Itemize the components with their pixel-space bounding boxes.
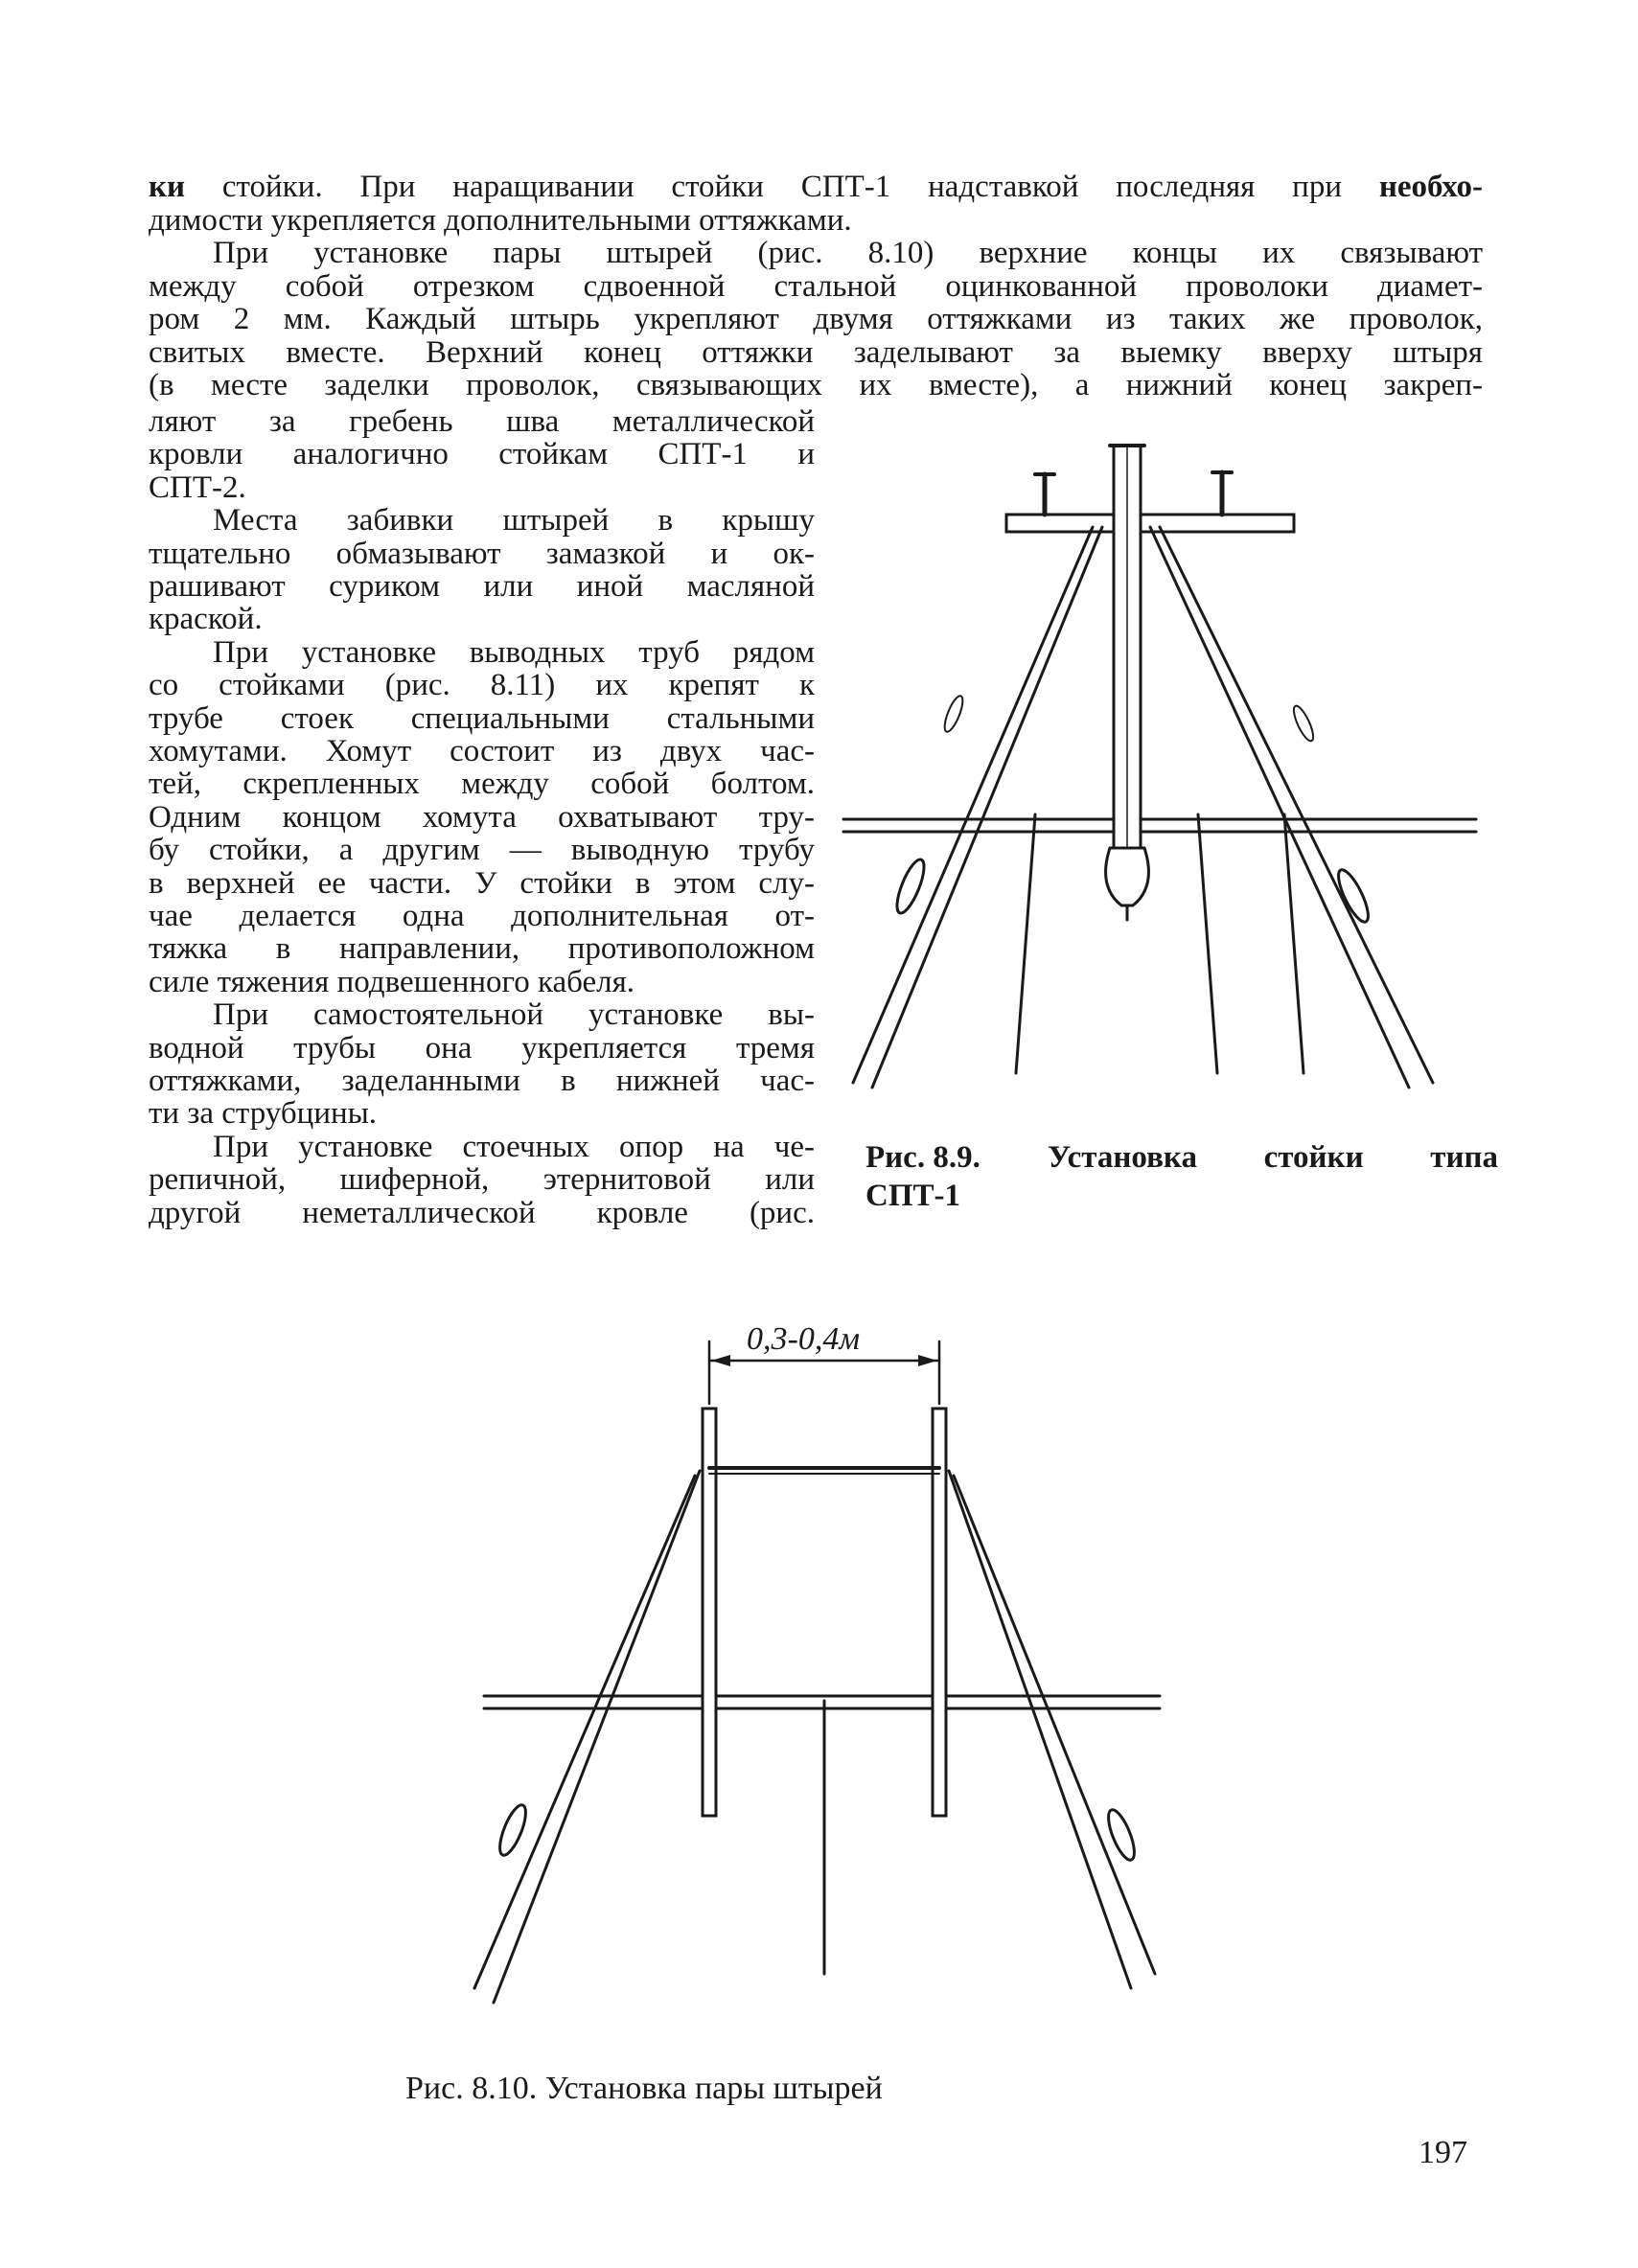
text-fragment: трубе стоек специальными стальными [149, 700, 815, 736]
figure-8-10-caption: Рис. 8.10. Установка пары штырей [405, 2071, 883, 2106]
text-fragment: тей, скрепленных между собой болтом. [149, 767, 815, 802]
text-fragment: оттяжками, заделанными в нижней час- [149, 1064, 815, 1098]
text-fragment: водной трубы она укрепляется тремя [149, 1030, 815, 1065]
text-fragment: бу стойки, а другим — выводную трубу [149, 833, 815, 868]
text-fragment: СПТ-2. [149, 470, 246, 505]
text-fragment: Одним концом хомута охватывают тру- [149, 799, 815, 835]
text-fragment: ти за струбцины. [149, 1096, 378, 1132]
text-line [149, 366, 1483, 404]
text-fragment: со стойками (рис. 8.11) их крепят к [149, 668, 815, 703]
text-fragment: в верхней ее части. У стойки в этом слу- [149, 865, 815, 901]
text-fragment: ром 2 мм. Каждый штырь укрепляют двумя оттяжками из таких же проволок, [149, 302, 1483, 336]
text-fragment: чае делается одна дополнительная от- [149, 899, 815, 933]
bold-fragment: необхо- [1378, 170, 1483, 204]
text-fragment: ляют за гребень шва металлической [149, 404, 815, 439]
text-fragment: стойки. При наращивании стойки СПТ-1 надставкой последняя при [185, 170, 1379, 204]
text-fragment: репичной, шиферной, этернитовой или [149, 1162, 815, 1198]
figure-8-9-caption-number: Рис. 8.9. [865, 1140, 980, 1175]
figure-8-10-dimension-label: 0,3-0,4м [747, 1321, 861, 1357]
text-fragment: При самостоятельной установке вы- [213, 997, 815, 1033]
text-fragment: хомутами. Хомут состоит из двух час- [149, 734, 815, 768]
text-fragment: димости укрепляется дополнительными оттяжками. [149, 202, 852, 238]
bold-fragment: ки [149, 170, 186, 204]
text-fragment: краской. [149, 602, 263, 637]
text-fragment: силе тяжения подвешенного кабеля. [149, 964, 635, 999]
text-fragment: При установке выводных труб рядом [213, 634, 815, 670]
text-fragment: рашивают суриком или иной масляной [149, 569, 815, 604]
figure-8-9-caption-line2: СПТ-1 [865, 1179, 960, 1213]
text-fragment: тяжка в направлении, противоположном [149, 931, 815, 967]
text-line [149, 1194, 815, 1232]
text-fragment: При установке пары штырей (рис. 8.10) верхние концы их связывают [213, 236, 1483, 270]
text-fragment: между собой отрезком сдвоенной стальной оцинкованной проволоки диамет- [149, 268, 1483, 304]
text-fragment: кровли аналогично стойкам СПТ-1 и [149, 437, 815, 472]
figure-8-9-drawing [843, 436, 1476, 1107]
figure-8-9-caption-title: Установка стойки типа [1048, 1140, 1498, 1175]
text-fragment: При установке стоечных опор на че- [213, 1129, 815, 1164]
text-fragment: Места забивки штырей в крышу [213, 503, 815, 538]
figure-8-10-drawing [470, 1313, 1179, 2031]
page-number: 197 [1419, 2135, 1467, 2170]
text-fragment: (в месте заделки проволок, связывающих их вместе), а нижний конец закреп- [149, 368, 1483, 402]
text-fragment: другой неметаллической кровле (рис. [149, 1195, 815, 1230]
text-fragment: свитых вместе. Верхний конец оттяжки заделывают за выемку вверху штыря [149, 334, 1483, 370]
text-fragment: тщательно обмазывают замазкой и ок- [149, 536, 815, 571]
